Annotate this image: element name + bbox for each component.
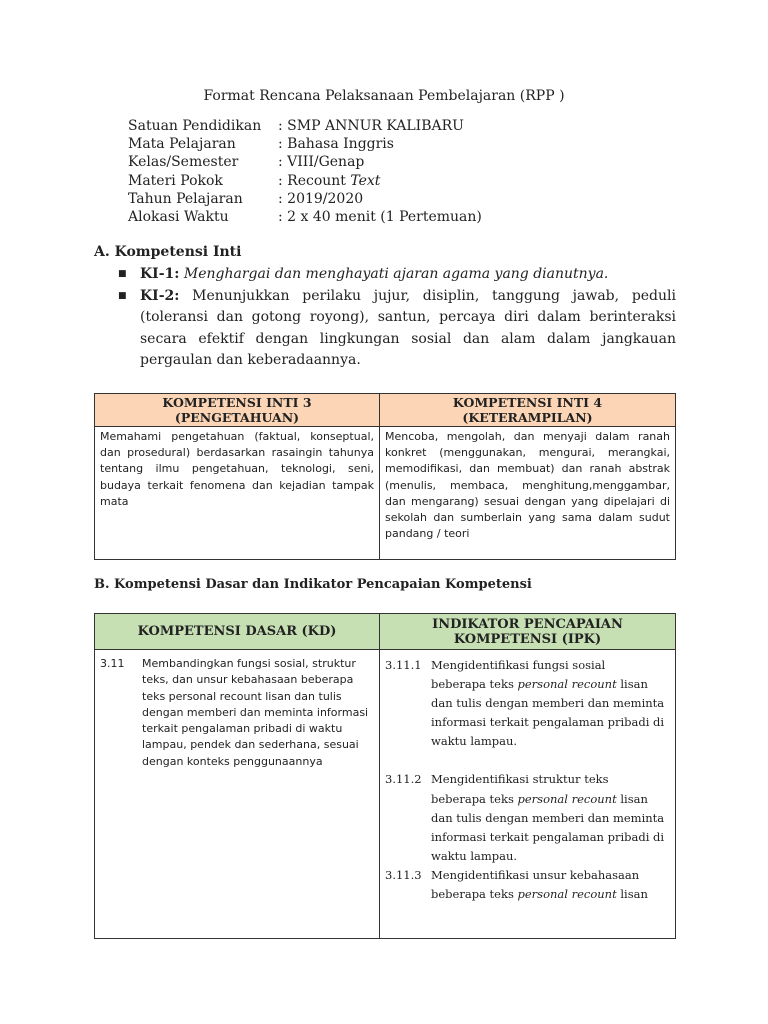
meta-row [128, 190, 482, 208]
ki-list [118, 264, 676, 372]
ki4-header [380, 394, 676, 427]
ipk-italic: personal recount [517, 887, 617, 902]
ki-label: KI-2: [140, 287, 180, 304]
table-header-row [95, 394, 676, 427]
ipk-italic: personal recount [517, 791, 617, 806]
table-row [95, 650, 676, 939]
table-row [95, 427, 676, 560]
ipk-number: 3.11.3 [385, 867, 422, 882]
meta-value: : SMP ANNUR KALIBARU [278, 118, 464, 134]
meta-key: Satuan Pendidikan [128, 118, 262, 134]
ki4-cell: Mencoba, mengolah, dan menyaji dalam ranah konkret (menggunakan, mengurai, merangkai, memodifikasi, dan membuat) dan ranah abstrak (menulis, membaca, menghitung,menggambar, dan mengarang) sesuai dengan yang dipelajari di sekolah dan sumberlain yang sama dalam sudut pandang / teori [380, 427, 676, 560]
kd-text: Membandingkan fungsi sosial, struktur teks, dan unsur kebahasaan beberapa teks personal recount lisan dan tulis dengan memberi dan meminta informasi terkait pengalaman pribadi di waktu lampau, pendek dan sederhana, sesuai dengan konteks penggunaannya [142, 657, 369, 768]
meta-value-text: : Recount [278, 172, 351, 189]
meta-key: Mata Pelajaran [128, 136, 236, 153]
ki-text [140, 286, 676, 372]
ipk-line1: Mengidentifikasi fungsi sosial [431, 658, 606, 672]
header-line: KOMPETENSI (IPK) [453, 631, 602, 647]
ipk-line1: Mengidentifikasi struktur teks [431, 772, 609, 787]
kd-cell [95, 650, 380, 939]
header-line: KOMPETENSI INTI 4 [452, 395, 603, 410]
ki-table [94, 393, 676, 560]
meta-row [128, 153, 482, 171]
section-b-heading: B. Kompetensi Dasar dan Indikator Pencapaian Kompetensi [94, 577, 532, 592]
ki-description: Menghargai dan menghayati ajaran agama yang dianutnya. [179, 266, 609, 282]
square-bullet-icon: ■ [118, 269, 127, 279]
ipk-line1: Mengidentifikasi unsur kebahasaan [431, 867, 640, 882]
ipk-cell [380, 650, 676, 939]
ipk-item [385, 770, 670, 865]
header-line: (PENGETAHUAN) [174, 410, 300, 425]
ki-item [118, 264, 676, 286]
meta-key: Tahun Pelajaran [128, 190, 243, 207]
ipk-text [431, 770, 670, 865]
ipk-text [431, 866, 670, 904]
header-line: INDIKATOR PENCAPAIAN [432, 616, 623, 632]
meta-value: : 2019/2020 [278, 190, 364, 207]
kd-number: 3.11 [100, 657, 125, 670]
table-header-row [95, 614, 676, 650]
meta-row [128, 172, 482, 190]
ipk-text [431, 656, 670, 751]
ipk-number: 3.11.1 [385, 658, 422, 672]
section-a-heading: A. Kompetensi Inti [94, 244, 242, 260]
ki3-header [95, 394, 380, 427]
identity-block [128, 117, 482, 226]
meta-row [128, 135, 482, 153]
header-line: (KETERAMPILAN) [462, 410, 593, 425]
meta-value-italic: Text [350, 172, 381, 189]
ipk-italic: personal recount [517, 677, 617, 692]
kd-entry [100, 656, 374, 770]
ipk-pre: beberapa teks [431, 887, 518, 902]
ki-text [140, 264, 676, 286]
kd-table [94, 613, 676, 939]
ipk-post: lisan [616, 887, 648, 902]
ipk-item [385, 656, 670, 751]
meta-value: : VIII/Genap [278, 154, 365, 171]
ipk-number: 3.11.2 [385, 772, 422, 787]
ipk-post: lisan dan tulis dengan memberi dan meminta informasi terkait pengalaman pribadi di waktu lampau. [431, 677, 665, 749]
ipk-item [385, 866, 670, 904]
ki-item [118, 286, 676, 372]
header-line: KOMPETENSI INTI 3 [162, 395, 312, 410]
ki-description: Menunjukkan perilaku jujur, disiplin, tanggung jawab, peduli (toleransi dan gotong royong), santun, percaya diri dalam berinteraksi secara efektif dengan lingkungan sosial dan alam dalam jangkauan pergaulan dan keberadaannya. [140, 287, 676, 368]
meta-key: Materi Pokok [128, 172, 223, 189]
ki3-cell: Memahami pengetahuan (faktual, konseptual, dan prosedural) berdasarkan rasaingin tahunya tentang ilmu pengetahuan, teknologi, seni, budaya terkait fenomena dan kejadian tampak mata [95, 427, 380, 560]
meta-key: Kelas/Semester [128, 154, 239, 171]
ipk-header [380, 614, 676, 650]
spacer [385, 751, 670, 770]
meta-row [128, 208, 482, 226]
meta-value: : 2 x 40 menit (1 Pertemuan) [278, 209, 482, 226]
ki-label: KI-1: [140, 266, 180, 282]
square-bullet-icon: ■ [118, 290, 127, 301]
meta-value: : Bahasa Inggris [278, 136, 394, 153]
meta-row [128, 117, 482, 135]
ipk-pre: beberapa teks [431, 677, 518, 692]
ipk-post: lisan dan tulis dengan memberi dan meminta informasi terkait pengalaman pribadi di waktu lampau. [431, 791, 665, 863]
document-title: Format Rencana Pelaksanaan Pembelajaran (RPP ) [203, 88, 565, 104]
kd-header: KOMPETENSI DASAR (KD) [95, 614, 380, 650]
meta-key: Alokasi Waktu [128, 209, 229, 226]
meta-value [278, 172, 380, 190]
ipk-pre: beberapa teks [431, 791, 518, 806]
